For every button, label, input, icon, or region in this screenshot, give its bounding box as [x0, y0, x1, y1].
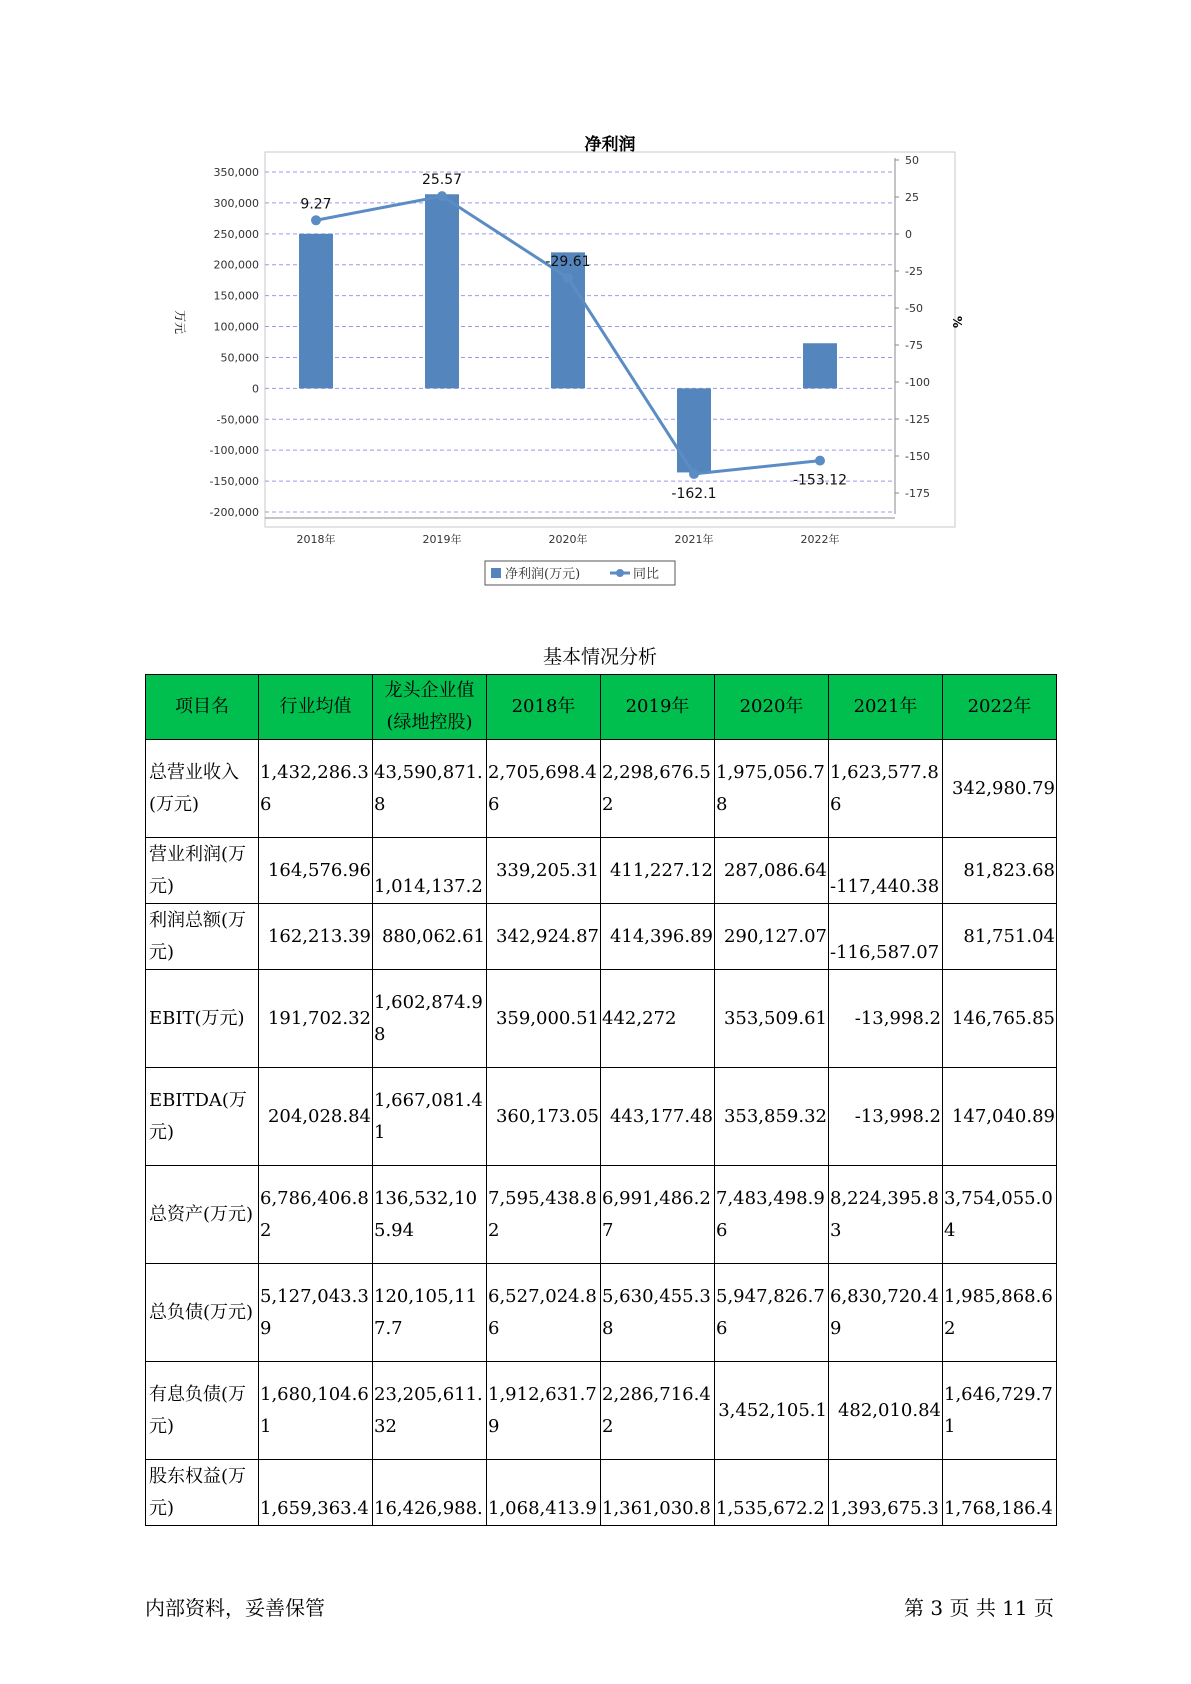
cell: 342,980.79: [943, 740, 1057, 838]
row-label: 总资产(万元): [146, 1166, 259, 1264]
cell: 3,452,105.1: [715, 1362, 829, 1460]
table-row: [146, 904, 1057, 970]
y-tick-label: 50,000: [220, 351, 259, 365]
row-label: EBITDA(万元): [146, 1068, 259, 1166]
row-label: 营业利润(万元): [146, 838, 259, 904]
header-2020: 2020年: [715, 675, 829, 740]
table-row: [146, 740, 1057, 838]
cell: -116,587.07: [829, 904, 943, 970]
header-leader-value: 龙头企业值(绿地控股): [373, 675, 487, 740]
y2-tick-label: -100: [905, 376, 930, 389]
table-row: [146, 1460, 1057, 1526]
cell: 5,947,826.76: [715, 1264, 829, 1362]
y-tick-label: 150,000: [213, 289, 259, 303]
cell: 1,535,672.2: [715, 1460, 829, 1526]
row-label: EBIT(万元): [146, 970, 259, 1068]
cell: 1,912,631.79: [487, 1362, 601, 1460]
y-tick-label: 250,000: [213, 227, 259, 241]
cell: 1,361,030.8: [601, 1460, 715, 1526]
header-item-name: 项目名: [146, 675, 259, 740]
y2-tick-label: 50: [905, 154, 919, 167]
cell: 1,646,729.71: [943, 1362, 1057, 1460]
cell: 191,702.32: [259, 970, 373, 1068]
cell: 5,127,043.39: [259, 1264, 373, 1362]
cell: 43,590,871.8: [373, 740, 487, 838]
y-tick-label: 100,000: [213, 320, 259, 334]
cell: 1,659,363.4: [259, 1460, 373, 1526]
bar-3: [677, 388, 711, 472]
cell: 8,224,395.83: [829, 1166, 943, 1264]
cell: 1,393,675.3: [829, 1460, 943, 1526]
y2-tick-label: -125: [905, 413, 930, 426]
cell: 6,786,406.82: [259, 1166, 373, 1264]
bar-4: [803, 343, 837, 388]
basic-analysis-table: [145, 674, 1057, 1526]
table-row: [146, 970, 1057, 1068]
cell: 136,532,105.94: [373, 1166, 487, 1264]
table-row: [146, 838, 1057, 904]
legend-line-marker: [616, 569, 624, 577]
table-row: [146, 1166, 1057, 1264]
cell: 359,000.51: [487, 970, 601, 1068]
cell: 162,213.39: [259, 904, 373, 970]
cell: 7,595,438.82: [487, 1166, 601, 1264]
y-tick-label: 350,000: [213, 166, 259, 179]
yoy-point-2: [563, 273, 573, 283]
yoy-data-label: 9.27: [300, 196, 332, 213]
cell: 353,859.32: [715, 1068, 829, 1166]
y-axis-label: 万元: [173, 309, 187, 335]
cell: 1,667,081.41: [373, 1068, 487, 1166]
y2-tick-label: -50: [905, 302, 923, 315]
cell: 23,205,611.32: [373, 1362, 487, 1460]
bar-0: [299, 234, 333, 389]
cell: 339,205.31: [487, 838, 601, 904]
yoy-point-3: [689, 469, 699, 479]
y2-tick-label: 0: [905, 228, 912, 241]
row-label: 股东权益(万元): [146, 1460, 259, 1526]
chart-title: 净利润: [584, 135, 636, 155]
row-label: 有息负债(万元): [146, 1362, 259, 1460]
cell: 6,830,720.49: [829, 1264, 943, 1362]
plot-frame: [265, 152, 955, 527]
header-2022: 2022年: [943, 675, 1057, 740]
cell: 7,483,498.96: [715, 1166, 829, 1264]
cell: 1,432,286.36: [259, 740, 373, 838]
cell: -13,998.2: [829, 1068, 943, 1166]
row-label: 利润总额(万元): [146, 904, 259, 970]
cell: 880,062.61: [373, 904, 487, 970]
table-header-row: [146, 675, 1057, 740]
cell: 443,177.48: [601, 1068, 715, 1166]
cell: 2,286,716.42: [601, 1362, 715, 1460]
net-profit-chart: [150, 130, 1050, 600]
cell: -117,440.38: [829, 838, 943, 904]
header-2018: 2018年: [487, 675, 601, 740]
row-label: 总负债(万元): [146, 1264, 259, 1362]
header-industry-avg: 行业均值: [259, 675, 373, 740]
cell: 1,068,413.9: [487, 1460, 601, 1526]
legend-bar-label: 净利润(万元): [505, 567, 581, 582]
footer-confidential-note: 内部资料，妥善保管: [145, 1596, 325, 1620]
cell: 81,751.04: [943, 904, 1057, 970]
table-caption: 基本情况分析: [542, 646, 657, 668]
cell: 6,527,024.86: [487, 1264, 601, 1362]
y-tick-label: 300,000: [213, 196, 259, 210]
legend-bar-swatch: [491, 568, 501, 578]
cell: 3,754,055.04: [943, 1166, 1057, 1264]
chart-svg: [150, 130, 1050, 600]
cell: 442,272: [601, 970, 715, 1068]
y-tick-label: 0: [252, 382, 259, 396]
cell: 2,705,698.46: [487, 740, 601, 838]
cell: 353,509.61: [715, 970, 829, 1068]
x-tick-label: 2020年: [548, 533, 588, 546]
cell: 360,173.05: [487, 1068, 601, 1166]
cell: 120,105,117.7: [373, 1264, 487, 1362]
y-tick-label: -150,000: [209, 475, 259, 489]
cell: 81,823.68: [943, 838, 1057, 904]
header-2021: 2021年: [829, 675, 943, 740]
cell: 6,991,486.27: [601, 1166, 715, 1264]
y2-tick-label: -75: [905, 339, 923, 352]
cell: 342,924.87: [487, 904, 601, 970]
y2-tick-label: -175: [905, 487, 930, 500]
cell: 1,768,186.4: [943, 1460, 1057, 1526]
table-row: [146, 1264, 1057, 1362]
x-tick-label: 2019年: [422, 533, 462, 546]
yoy-data-label: -153.12: [792, 472, 848, 489]
header-2019: 2019年: [601, 675, 715, 740]
cell: 414,396.89: [601, 904, 715, 970]
row-label: 总营业收入(万元): [146, 740, 259, 838]
cell: 482,010.84: [829, 1362, 943, 1460]
yoy-data-label: 25.57: [421, 172, 463, 189]
cell: 147,040.89: [943, 1068, 1057, 1166]
cell: 146,765.85: [943, 970, 1057, 1068]
cell: 290,127.07: [715, 904, 829, 970]
yoy-data-label: -162.1: [671, 485, 717, 502]
y2-tick-label: 25: [905, 191, 919, 204]
yoy-point-4: [815, 456, 825, 466]
cell: 16,426,988.: [373, 1460, 487, 1526]
y-tick-label: 200,000: [213, 258, 259, 272]
cell: 411,227.12: [601, 838, 715, 904]
cell: 164,576.96: [259, 838, 373, 904]
legend-line-label: 同比: [633, 567, 660, 582]
cell: -13,998.2: [829, 970, 943, 1068]
footer-page-number: 第 3 页 共 11 页: [904, 1596, 1054, 1620]
cell: 1,985,868.62: [943, 1264, 1057, 1362]
cell: 1,014,137.2: [373, 838, 487, 904]
x-tick-label: 2021年: [674, 533, 714, 546]
yoy-point-0: [311, 215, 321, 225]
cell: 5,630,455.38: [601, 1264, 715, 1362]
x-tick-label: 2022年: [800, 533, 840, 546]
y2-tick-label: -25: [905, 265, 923, 278]
x-tick-label: 2018年: [296, 533, 336, 546]
cell: 1,602,874.98: [373, 970, 487, 1068]
y-tick-label: -100,000: [209, 444, 259, 458]
cell: 1,975,056.78: [715, 740, 829, 838]
yoy-data-label: -29.61: [545, 253, 591, 270]
cell: 1,680,104.61: [259, 1362, 373, 1460]
y2-tick-label: -150: [905, 450, 930, 463]
bar-1: [425, 194, 459, 388]
y-tick-label: -50,000: [216, 413, 259, 427]
table-row: [146, 1068, 1057, 1166]
cell: 204,028.84: [259, 1068, 373, 1166]
y2-axis-label: %: [950, 315, 964, 329]
bar-2: [551, 252, 585, 388]
cell: 2,298,676.52: [601, 740, 715, 838]
yoy-point-1: [437, 191, 447, 201]
table-row: [146, 1362, 1057, 1460]
cell: 1,623,577.86: [829, 740, 943, 838]
cell: 287,086.64: [715, 838, 829, 904]
y-tick-label: -200,000: [209, 506, 259, 519]
